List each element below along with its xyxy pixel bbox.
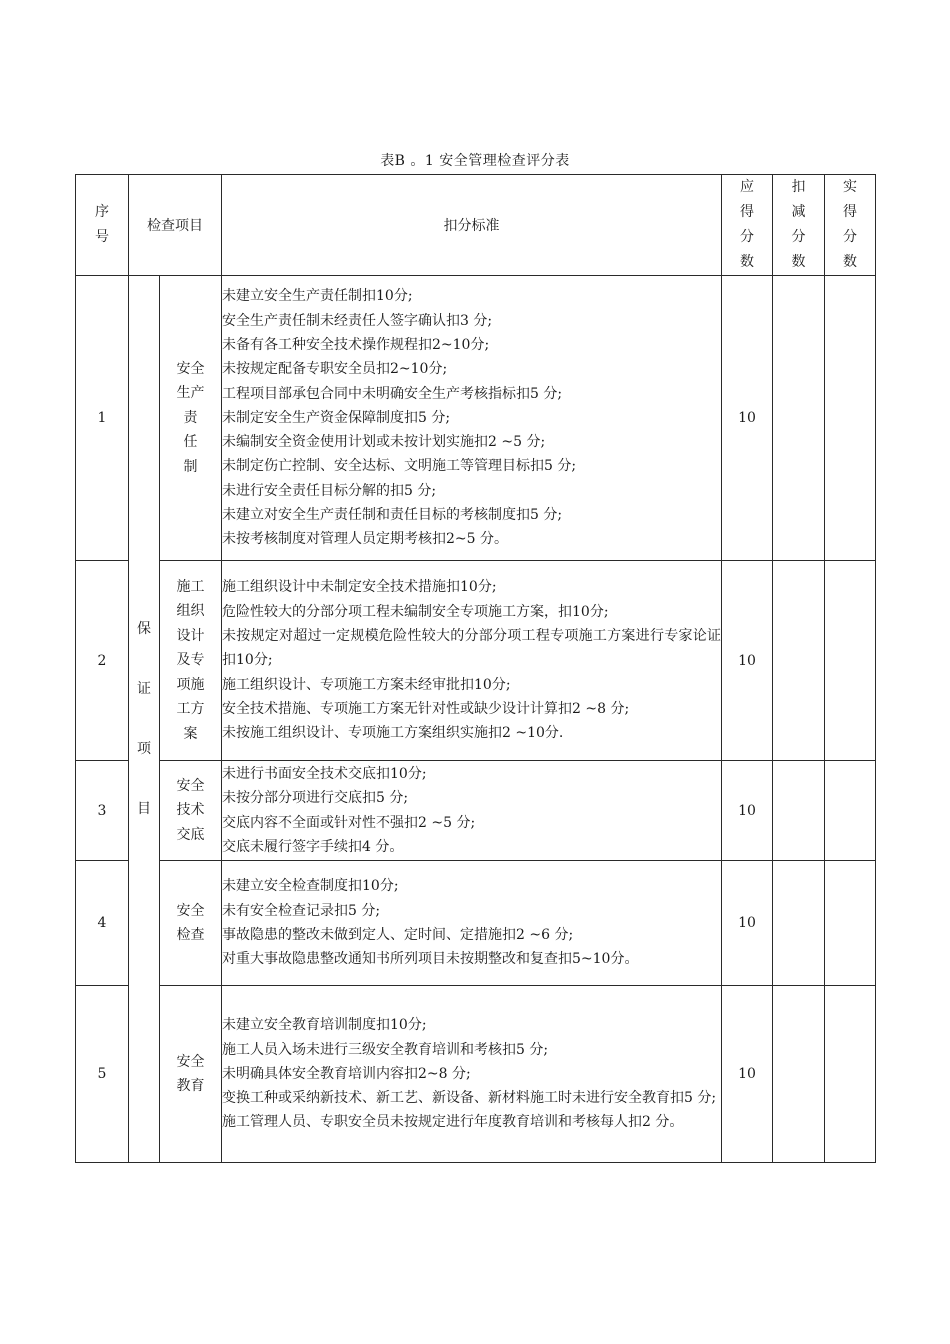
header-row xyxy=(76,175,876,276)
table-row xyxy=(76,561,876,761)
row-actual-score xyxy=(825,276,876,561)
row-check-item: 安全 技术 交底 xyxy=(160,761,222,861)
row-check-item: 安全 检查 xyxy=(160,861,222,986)
table-title: 表B 。1 安全管理检查评分表 xyxy=(380,153,570,169)
row-actual-score xyxy=(825,761,876,861)
row-deducted-score xyxy=(773,861,825,986)
table-row xyxy=(76,861,876,986)
row-should-score: 10 xyxy=(722,861,773,986)
header-deduction-criteria: 扣分标准 xyxy=(222,175,722,276)
row-deduction-criteria: 未建立安全检查制度扣10分; 未有安全检查记录扣5 分; 事故隐患的整改未做到定人、定时间、定措施扣2 ~6 分; 对重大事故隐患整改通知书所列项目未按期整改和复查扣5~10分。 xyxy=(222,861,722,986)
row-actual-score xyxy=(825,986,876,1163)
row-deducted-score xyxy=(773,561,825,761)
row-actual-score xyxy=(825,861,876,986)
row-check-item: 安全 生产 责 任 制 xyxy=(160,276,222,561)
row-deduction-criteria: 未建立安全教育培训制度扣10分; 施工人员入场未进行三级安全教育培训和考核扣5 分; 未明确具体安全教育培训内容扣2~8 分; 变换工种或采纳新技术、新工艺、新设备、新材料施工时未进行安全教育扣5 分; 施工管理人员、专职安全员未按规定进行年度教育培训和考核每人扣2 分。 xyxy=(222,986,722,1163)
row-check-item: 施工 组织 设计 及专 项施 工方 案 xyxy=(160,561,222,761)
table-row xyxy=(76,986,876,1163)
row-seq: 2 xyxy=(76,561,129,761)
row-should-score: 10 xyxy=(722,761,773,861)
row-should-score: 10 xyxy=(722,561,773,761)
row-seq: 3 xyxy=(76,761,129,861)
header-check-item: 检查项目 xyxy=(129,175,222,276)
header-actual-score: 实 得 分 数 xyxy=(825,175,876,276)
row-check-item: 安全 教育 xyxy=(160,986,222,1163)
row-seq: 1 xyxy=(76,276,129,561)
row-actual-score xyxy=(825,561,876,761)
row-deducted-score xyxy=(773,761,825,861)
row-seq: 5 xyxy=(76,986,129,1163)
row-deduction-criteria: 施工组织设计中未制定安全技术措施扣10分; 危险性较大的分部分项工程未编制安全专项施工方案，扣10分; 未按规定对超过一定规模危险性较大的分部分项工程专项施工方案进行专家论证扣10分; 施工组织设计、专项施工方案未经审批扣10分; 安全技术措施、专项施工方案无针对性或缺少设计计算扣2 ~8 分; 未按施工组织设计、专项施工方案组织实施扣2 ~10分. xyxy=(222,561,722,761)
safety-management-score-table xyxy=(75,174,876,1163)
header-seq: 序 号 xyxy=(76,175,129,276)
row-deducted-score xyxy=(773,986,825,1163)
row-seq: 4 xyxy=(76,861,129,986)
row-should-score: 10 xyxy=(722,276,773,561)
header-should-score: 应 得 分 数 xyxy=(722,175,773,276)
table-row xyxy=(76,761,876,861)
guarantee-item-group-label: 保 证 项 目 xyxy=(129,276,160,1163)
row-should-score: 10 xyxy=(722,986,773,1163)
row-deduction-criteria: 未建立安全生产责任制扣10分; 安全生产责任制未经责任人签字确认扣3 分; 未备有各工种安全技术操作规程扣2~10分; 未按规定配备专职安全员扣2~10分; 工程项目部承包合同中未明确安全生产考核指标扣5 分; 未制定安全生产资金保障制度扣5 分; 未编制安全资金使用计划或未按计划实施扣2 ~5 分; 未制定伤亡控制、安全达标、文明施工等管理目标扣5 分; 未进行安全责任目标分解的扣5 分; 未建立对安全生产责任制和责任目标的考核制度扣5 分; 未按考核制度对管理人员定期考核扣2~5 分。 xyxy=(222,276,722,561)
table-row xyxy=(76,276,876,561)
row-deducted-score xyxy=(773,276,825,561)
row-deduction-criteria: 未进行书面安全技术交底扣10分; 未按分部分项进行交底扣5 分; 交底内容不全面或针对性不强扣2 ~5 分; 交底未履行签字手续扣4 分。 xyxy=(222,761,722,861)
header-deducted-score: 扣 减 分 数 xyxy=(773,175,825,276)
